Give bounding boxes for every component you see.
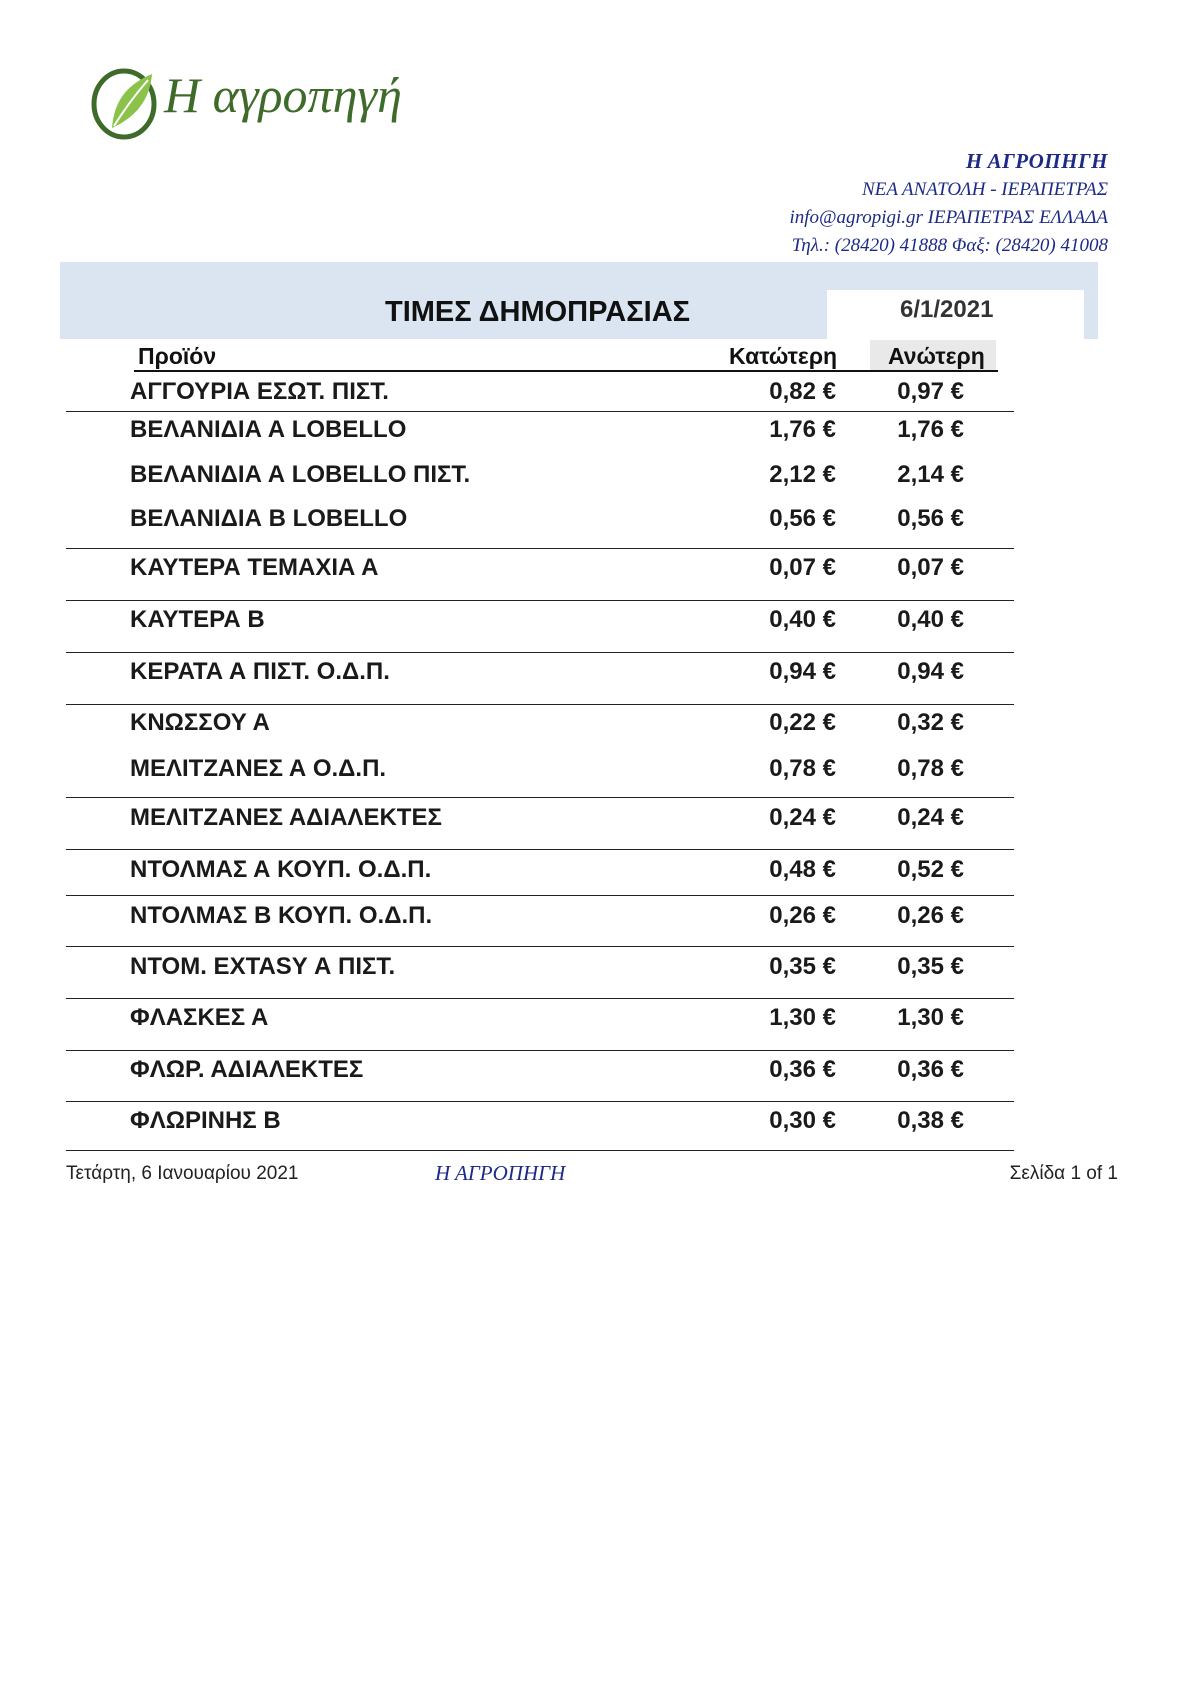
row-divider: [66, 998, 1014, 999]
product-cell: ΝΤΟΛΜΑΣ Β ΚΟΥΠ. Ο.Δ.Π.: [130, 902, 433, 929]
footer-date: Τετάρτη, 6 Ιανουαρίου 2021: [66, 1163, 299, 1184]
high-price-cell: 0,26 €: [897, 902, 964, 929]
table-row: [0, 505, 1200, 539]
column-header-product: Προϊόν: [138, 343, 217, 369]
product-cell: ΚΑΥΤΕΡΑ ΤΕΜΑΧΙΑ Α: [130, 554, 379, 581]
table-row: [0, 1107, 1200, 1141]
product-cell: ΒΕΛΑΝΙΔΙΑ Α LOBELLO: [130, 416, 407, 443]
table-row: [0, 755, 1200, 789]
high-price-cell: 0,94 €: [897, 658, 964, 685]
table-row: [0, 1056, 1200, 1090]
row-divider: [66, 548, 1014, 549]
product-cell: ΑΓΓΟΥΡΙΑ ΕΣΩΤ. ΠΙΣΤ.: [130, 378, 389, 405]
table-row: [0, 606, 1200, 640]
low-price-cell: 0,30 €: [769, 1107, 836, 1134]
product-cell: ΝΤΟΛΜΑΣ Α ΚΟΥΠ. Ο.Δ.Π.: [130, 856, 432, 883]
high-price-cell: 0,38 €: [897, 1107, 964, 1134]
low-price-cell: 2,12 €: [769, 461, 836, 488]
report-title: ΤΙΜΕΣ ΔΗΜΟΠΡΑΣΙΑΣ: [385, 296, 691, 328]
table-row: [0, 709, 1200, 743]
row-divider: [66, 411, 1014, 412]
product-cell: ΜΕΛΙΤΖΑΝΕΣ ΑΔΙΑΛΕΚΤΕΣ: [130, 804, 442, 831]
low-price-cell: 0,26 €: [769, 902, 836, 929]
high-price-cell: 0,78 €: [897, 755, 964, 782]
row-divider: [66, 1150, 1014, 1151]
table-row: [0, 856, 1200, 890]
product-cell: ΦΛΩΡ. ΑΔΙΑΛΕΚΤΕΣ: [130, 1056, 364, 1083]
high-price-cell: 0,07 €: [897, 554, 964, 581]
company-name: Η ΑΓΡΟΠΗΓΗ: [965, 149, 1108, 173]
low-price-cell: 0,56 €: [769, 505, 836, 532]
high-price-cell: 0,24 €: [897, 804, 964, 831]
table-row: [0, 902, 1200, 936]
high-price-cell: 0,32 €: [897, 709, 964, 736]
product-cell: ΒΕΛΑΝΙΔΙΑ Β LOBELLO: [130, 505, 408, 532]
product-cell: ΝΤΟΜ. EXTASY Α ΠΙΣΤ.: [130, 953, 396, 980]
column-header-high: Ανώτερη: [888, 343, 985, 369]
row-divider: [66, 849, 1014, 850]
row-divider: [66, 600, 1014, 601]
table-row: [0, 554, 1200, 588]
low-price-cell: 0,40 €: [769, 606, 836, 633]
low-price-cell: 0,78 €: [769, 755, 836, 782]
column-header-low: Κατώτερη: [729, 343, 838, 369]
table-row: [0, 416, 1200, 450]
table-row: [0, 658, 1200, 692]
high-price-cell: 0,40 €: [897, 606, 964, 633]
product-cell: ΚΕΡΑΤΑ Α ΠΙΣΤ. Ο.Δ.Π.: [130, 658, 390, 685]
table-row: [0, 1004, 1200, 1038]
logo-text: Η αγροπηγή: [164, 67, 402, 123]
low-price-cell: 0,36 €: [769, 1056, 836, 1083]
footer-page-number: Σελίδα 1 of 1: [1009, 1163, 1118, 1184]
product-cell: ΦΛΩΡΙΝΗΣ Β: [130, 1107, 281, 1134]
low-price-cell: 0,24 €: [769, 804, 836, 831]
row-divider: [66, 946, 1014, 947]
low-price-cell: 1,76 €: [769, 416, 836, 443]
high-price-cell: 0,97 €: [897, 378, 964, 405]
low-price-cell: 0,94 €: [769, 658, 836, 685]
company-logo: [84, 52, 404, 148]
high-price-cell: 0,35 €: [897, 953, 964, 980]
row-divider: [66, 797, 1014, 798]
high-price-cell: 0,56 €: [897, 505, 964, 532]
product-cell: ΦΛΑΣΚΕΣ Α: [130, 1004, 269, 1031]
company-info: [588, 146, 1108, 260]
header-rule: [134, 370, 998, 372]
product-cell: ΜΕΛΙΤΖΑΝΕΣ Α Ο.Δ.Π.: [130, 755, 387, 782]
low-price-cell: 1,30 €: [769, 1004, 836, 1031]
company-address: ΝΕΑ ΑΝΑΤΟΛΗ - ΙΕΡΑΠΕΤΡΑΣ: [862, 179, 1108, 200]
table-row: [0, 378, 1200, 412]
product-cell: ΒΕΛΑΝΙΔΙΑ Α LOBELLO ΠΙΣΤ.: [130, 461, 471, 488]
low-price-cell: 0,35 €: [769, 953, 836, 980]
row-divider: [66, 1050, 1014, 1051]
low-price-cell: 0,82 €: [769, 378, 836, 405]
high-price-cell: 0,36 €: [897, 1056, 964, 1083]
company-email-line: info@agropigi.gr ΙΕΡΑΠΕΤΡΑΣ ΕΛΛΑΔΑ: [789, 207, 1108, 228]
footer-company: Η ΑΓΡΟΠΗΓΗ: [435, 1161, 566, 1185]
product-cell: ΚΝΩΣΣΟΥ Α: [130, 709, 270, 736]
row-divider: [66, 704, 1014, 705]
high-price-cell: 2,14 €: [897, 461, 964, 488]
product-cell: ΚΑΥΤΕΡΑ Β: [130, 606, 265, 633]
table-row: [0, 461, 1200, 495]
low-price-cell: 0,48 €: [769, 856, 836, 883]
low-price-cell: 0,07 €: [769, 554, 836, 581]
row-divider: [66, 895, 1014, 896]
report-date: 6/1/2021: [900, 296, 994, 323]
high-price-cell: 1,76 €: [897, 416, 964, 443]
table-row: [0, 804, 1200, 838]
high-price-cell: 0,52 €: [897, 856, 964, 883]
table-row: [0, 953, 1200, 987]
low-price-cell: 0,22 €: [769, 709, 836, 736]
company-phone-line: Τηλ.: (28420) 41888 Φαξ: (28420) 41008: [791, 235, 1108, 256]
row-divider: [66, 652, 1014, 653]
high-price-cell: 1,30 €: [897, 1004, 964, 1031]
row-divider: [66, 1101, 1014, 1102]
